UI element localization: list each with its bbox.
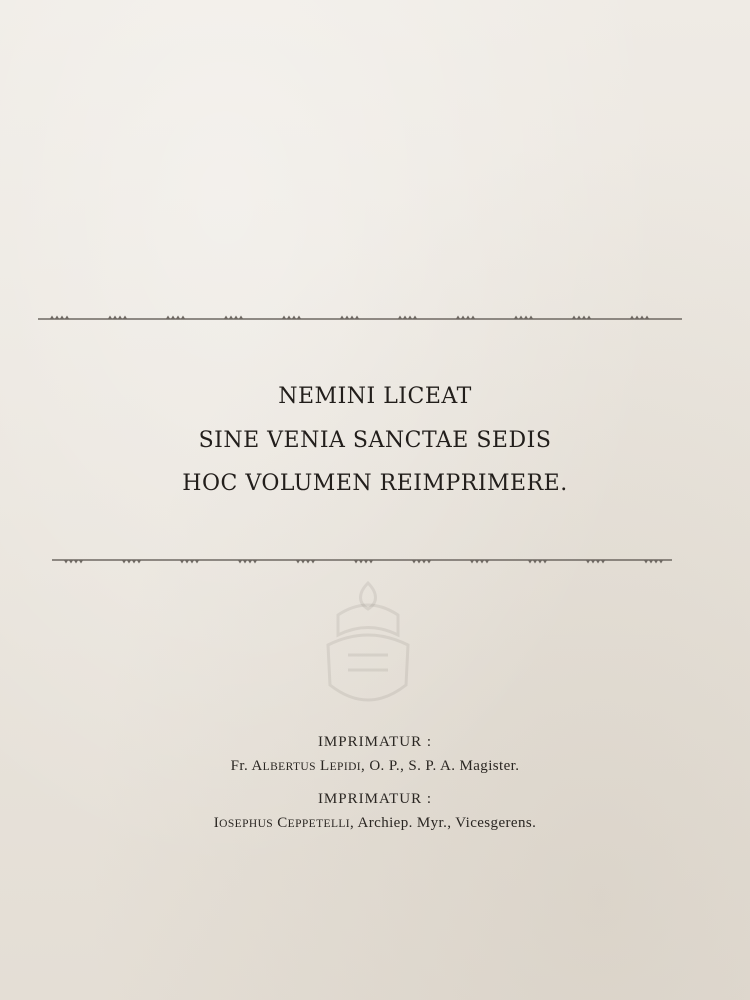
rule-ornament bbox=[601, 560, 605, 564]
rule-ornament bbox=[296, 560, 300, 564]
rule-ornament bbox=[238, 560, 242, 564]
notice-line-2: SINE VENIA SANCTAE SEDIS bbox=[198, 428, 552, 453]
ornamental-rule-top bbox=[38, 313, 682, 323]
rule-ornament bbox=[176, 316, 180, 320]
signatory-title: , O. P., S. P. A. Magister. bbox=[361, 758, 520, 774]
rule-ornament bbox=[354, 560, 358, 564]
rule-ornament bbox=[69, 560, 73, 564]
rule-ornament bbox=[519, 316, 523, 320]
rule-ornament bbox=[287, 316, 291, 320]
rule-ornament bbox=[543, 560, 547, 564]
rule-ornament bbox=[659, 560, 663, 564]
rule-ornament bbox=[171, 316, 175, 320]
rule-ornament bbox=[471, 316, 475, 320]
rule-ornament bbox=[514, 316, 518, 320]
rule-ornament bbox=[475, 560, 479, 564]
rule-ornament bbox=[533, 560, 537, 564]
signatory-initial: I bbox=[213, 815, 220, 831]
rule-ornament bbox=[485, 560, 489, 564]
rule-ornament bbox=[591, 560, 595, 564]
rule-ornament bbox=[649, 560, 653, 564]
rule-ornament bbox=[359, 560, 363, 564]
rule-ornament bbox=[166, 316, 170, 320]
signatory-initial: L bbox=[315, 758, 330, 774]
rule-ornament bbox=[587, 316, 591, 320]
rule-ornament bbox=[108, 316, 112, 320]
rule-ornament bbox=[60, 316, 64, 320]
rule-ornament bbox=[297, 316, 301, 320]
imprimatur-signatory-2 bbox=[0, 815, 750, 832]
imprimatur-heading-1: IMPRIMATUR : bbox=[317, 734, 433, 750]
rule-ornament bbox=[253, 560, 257, 564]
rule-ornament bbox=[311, 560, 315, 564]
rule-ornament bbox=[340, 316, 344, 320]
rule-ornament bbox=[654, 560, 658, 564]
rule-ornament bbox=[234, 316, 238, 320]
rule-ornament bbox=[422, 560, 426, 564]
rule-ornament bbox=[427, 560, 431, 564]
rule-ornament bbox=[65, 316, 69, 320]
rule-ornament bbox=[572, 316, 576, 320]
rule-ornament bbox=[132, 560, 136, 564]
rule-ornament bbox=[292, 316, 296, 320]
notice-line-1: NEMINI LICEAT bbox=[278, 384, 472, 409]
rule-ornament bbox=[243, 560, 247, 564]
rule-ornament bbox=[529, 316, 533, 320]
notice-line-3: HOC VOLUMEN REIMPRIMERE. bbox=[182, 471, 568, 496]
rule-ornament bbox=[55, 316, 59, 320]
rule-ornament bbox=[224, 316, 228, 320]
rule-ornament bbox=[480, 560, 484, 564]
rule-ornament bbox=[645, 316, 649, 320]
rule-ornament bbox=[461, 316, 465, 320]
rule-ornament bbox=[229, 316, 233, 320]
rule-ornament bbox=[538, 560, 542, 564]
show-through-line bbox=[0, 92, 750, 130]
rule-ornament bbox=[364, 560, 368, 564]
rule-ornament bbox=[466, 316, 470, 320]
rule-ornament bbox=[596, 560, 600, 564]
rule-ornament bbox=[239, 316, 243, 320]
rule-ornament bbox=[470, 560, 474, 564]
rule-ornament bbox=[355, 316, 359, 320]
rule-ornament bbox=[127, 560, 131, 564]
rule-ornament bbox=[306, 560, 310, 564]
signatory-name-part: LBERTUS bbox=[262, 761, 316, 773]
rule-ornament bbox=[582, 316, 586, 320]
rule-ornament bbox=[640, 316, 644, 320]
signatory-title: , Archiep. Myr., Vicesgerens. bbox=[350, 815, 537, 831]
ornamental-rule-bottom bbox=[52, 556, 672, 566]
rule-ornament bbox=[635, 316, 639, 320]
signatory-name-part: EPIDI bbox=[329, 761, 362, 773]
rule-ornament bbox=[456, 316, 460, 320]
signatory-name-part: EPPETELLI bbox=[287, 818, 351, 830]
rule-ornament bbox=[118, 316, 122, 320]
rule-ornament bbox=[577, 316, 581, 320]
rule-ornament bbox=[644, 560, 648, 564]
rule-ornament bbox=[248, 560, 252, 564]
signatory-initial: C bbox=[273, 815, 288, 831]
imprimatur-signatory-1 bbox=[0, 758, 750, 775]
rule-ornament bbox=[398, 316, 402, 320]
rule-ornament bbox=[123, 316, 127, 320]
rule-ornament bbox=[345, 316, 349, 320]
rule-ornament bbox=[185, 560, 189, 564]
rule-ornament bbox=[74, 560, 78, 564]
rule-ornament bbox=[79, 560, 83, 564]
rule-ornament bbox=[524, 316, 528, 320]
rule-ornament bbox=[190, 560, 194, 564]
rule-ornament bbox=[122, 560, 126, 564]
rule-ornament bbox=[180, 560, 184, 564]
rule-ornament bbox=[369, 560, 373, 564]
rule-ornament bbox=[137, 560, 141, 564]
rule-ornament bbox=[181, 316, 185, 320]
rule-ornament bbox=[64, 560, 68, 564]
show-through-seal-icon bbox=[298, 575, 438, 715]
rule-ornament bbox=[528, 560, 532, 564]
rule-ornament bbox=[113, 316, 117, 320]
rule-ornament bbox=[412, 560, 416, 564]
rule-ornament bbox=[195, 560, 199, 564]
imprimatur-heading-2: IMPRIMATUR : bbox=[317, 791, 433, 807]
rule-ornament bbox=[282, 316, 286, 320]
rule-ornament bbox=[586, 560, 590, 564]
rule-ornament bbox=[408, 316, 412, 320]
rule-ornament bbox=[417, 560, 421, 564]
rule-ornament bbox=[413, 316, 417, 320]
signatory-initial: A bbox=[251, 758, 263, 774]
rule-ornament bbox=[50, 316, 54, 320]
rule-ornament bbox=[301, 560, 305, 564]
signatory-prefix: Fr. bbox=[230, 758, 252, 774]
rule-ornament bbox=[403, 316, 407, 320]
signatory-name-part: OSEPHUS bbox=[219, 818, 274, 830]
rule-ornament bbox=[630, 316, 634, 320]
rule-ornament bbox=[350, 316, 354, 320]
